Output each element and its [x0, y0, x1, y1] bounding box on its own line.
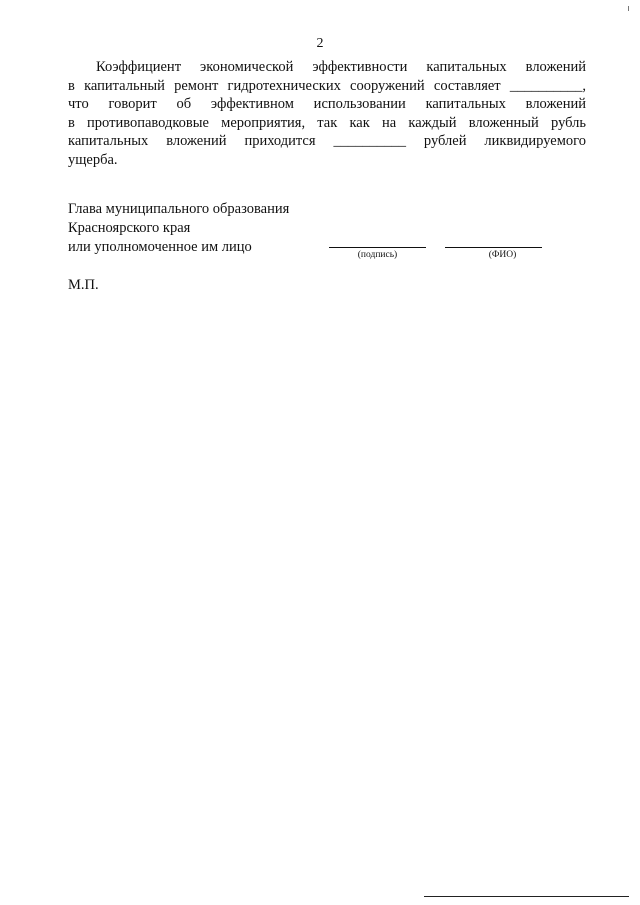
signature-line: [329, 247, 426, 248]
page-number: 2: [316, 36, 324, 51]
signature-caption: (подпись): [357, 250, 398, 260]
signer-title-line: Глава муниципального образования: [68, 201, 290, 217]
fio-line: [445, 247, 542, 248]
fio-caption: (ФИО): [488, 250, 517, 260]
paragraph-line: ущерба.: [68, 151, 118, 168]
scan-edge-mark: [628, 6, 629, 11]
stamp-place-label: М.П.: [68, 277, 99, 293]
bottom-rule: [424, 896, 629, 897]
efficiency-paragraph: [68, 58, 586, 170]
paragraph-line: Коэффициент экономической эффективности капитальных вложений: [96, 59, 586, 75]
paragraph-line: капитальных вложений приходится __________ рублей ликвидируемого: [68, 133, 586, 150]
signer-title-line: или уполномоченное им лицо: [68, 239, 252, 255]
signer-title-line: Красноярского края: [68, 220, 191, 236]
paragraph-line: что говорит об эффективном использовании капитальных вложений: [68, 96, 586, 113]
paragraph-line: в капитальный ремонт гидротехнических сооружений составляет __________,: [68, 77, 586, 94]
signer-block: [68, 200, 289, 257]
paragraph-line: в противопаводковые мероприятия, так как на каждый вложенный рубль: [68, 114, 586, 131]
